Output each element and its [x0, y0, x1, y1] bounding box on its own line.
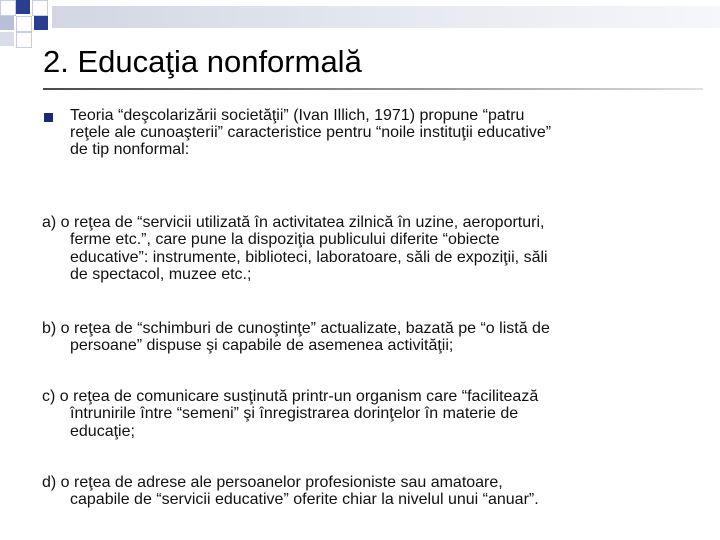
corner-square [0, 16, 14, 30]
list-item-text: a) o reţea de “servicii utilizată în activitatea zilnică în uzine, aeroporturi, ferme etc.”, care pune la dispoziţia publicului diferite “obiecte educative”: instrumente, biblioteci, laboratoare, săli de expoziţii, săli de spectacol, muzee etc.; [42, 213, 548, 283]
list-item-text: b) o reţea de “schimburi de cunoştinţe” actualizate, bazată pe “o listă de persoane” dispuse şi capabile de asemenea activităţii; [42, 319, 550, 354]
list-item-c [42, 370, 712, 458]
list-item-text: c) o reţea de comunicare susţinută printr-un organism care “facilitează întrunirile între “semeni” şi înregistrarea dorinţelor în materie de educaţie; [42, 387, 539, 440]
list-item-d [42, 456, 712, 526]
slide-title: 2. Educaţia nonformală [43, 44, 362, 79]
header-gradient-bar [52, 6, 720, 28]
list-item-b [42, 302, 712, 372]
square-bullet-icon [44, 113, 53, 122]
corner-square [34, 16, 48, 30]
corner-square [16, 32, 32, 48]
title-underline [43, 88, 703, 90]
corner-square [32, 0, 48, 16]
intro-paragraph: Teoria “deşcolarizării societăţii” (Ivan Illich, 1971) propune “patru reţele ale cunoaşterii” caracteristice pentru “noile instituţii educative” de tip nonformal: [70, 107, 552, 158]
corner-square [16, 16, 32, 32]
corner-square [0, 32, 14, 46]
list-item-a [42, 196, 712, 301]
list-item-text: d) o reţea de adrese ale persoanelor profesioniste sau amatoare, capabile de “servicii educative” oferite chiar la nivelul unui “anuar”. [42, 473, 539, 508]
corner-square [0, 0, 16, 16]
corner-square [16, 0, 30, 14]
